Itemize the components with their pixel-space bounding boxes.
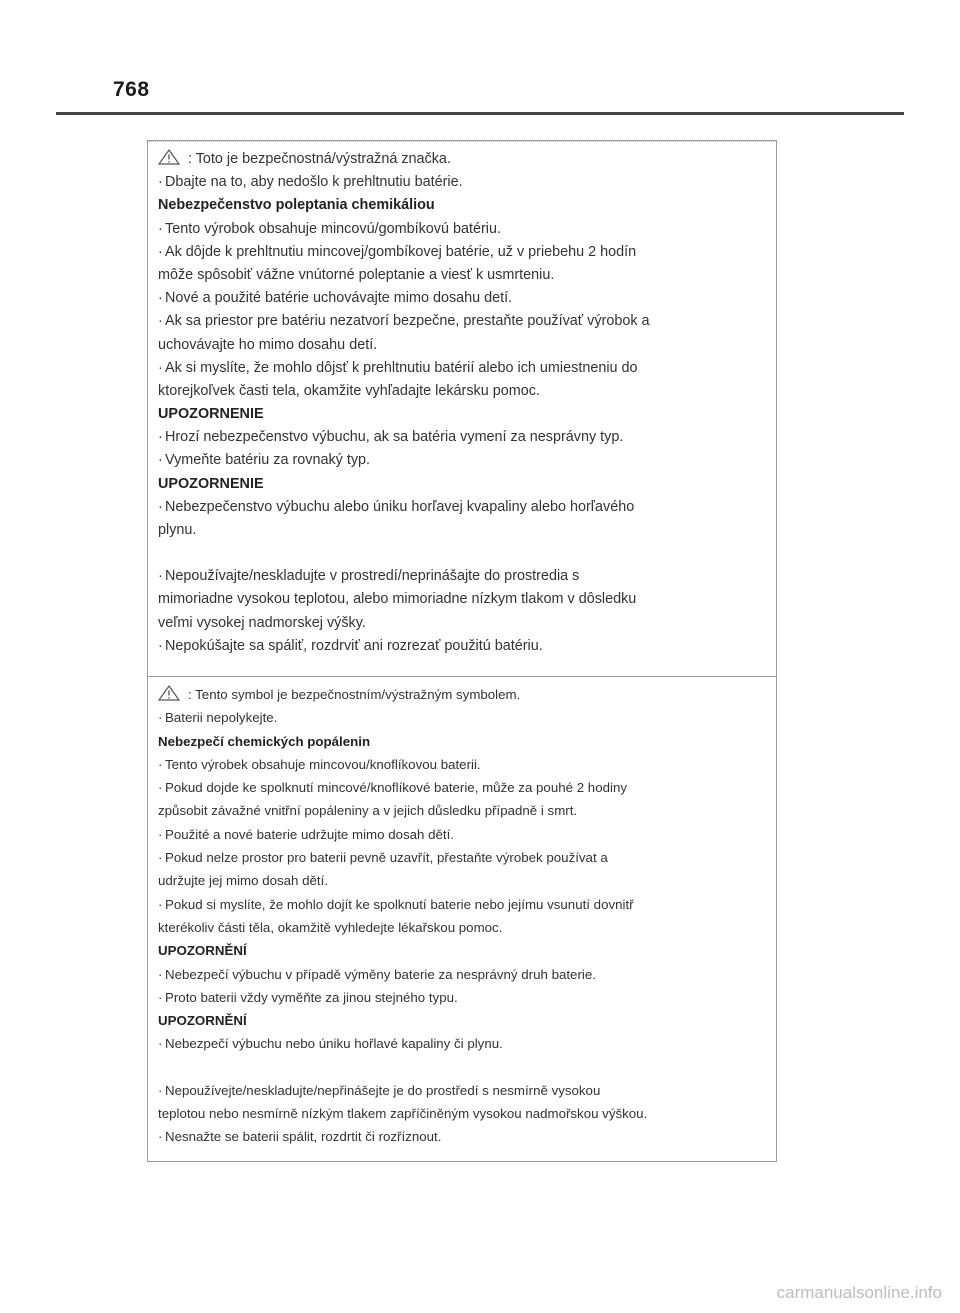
line-text: : Tento symbol je bezpečnostním/výstražným symbolem. — [188, 687, 521, 702]
bullet-item — [158, 449, 766, 472]
line-text: Nepokúšajte sa spáliť, rozdrviť ani rozrezať použitú batériu. — [165, 637, 543, 654]
section-heading — [158, 473, 766, 496]
bullet-dot: · — [158, 498, 163, 515]
continuation-line — [158, 588, 766, 611]
continuation-line — [158, 334, 766, 357]
bullet-item — [158, 1125, 766, 1148]
bullet-dot: · — [158, 637, 163, 654]
continuation-line — [158, 264, 766, 287]
bullet-dot: · — [158, 429, 163, 446]
section-heading — [158, 194, 766, 217]
bullet-item — [158, 357, 766, 380]
line-text: UPOZORNĚNÍ — [158, 1013, 247, 1029]
line-text: Dbajte na to, aby nedošlo k prehltnutiu batérie. — [165, 174, 463, 191]
bullet-item — [158, 963, 766, 986]
bullet-dot: · — [158, 568, 163, 585]
continuation-line — [158, 869, 766, 892]
line-text: plynu. — [158, 522, 197, 538]
line-text: veľmi vysokej nadmorskej výšky. — [158, 614, 366, 631]
bullet-item — [158, 496, 766, 519]
continuation-line — [158, 799, 766, 822]
line-text: Ak dôjde k prehltnutiu mincovej/gombíkovej batérie, už v priebehu 2 hodín — [165, 243, 637, 260]
line-text: Nebezpečí výbuchu v případě výměny baterie za nesprávný druh baterie. — [165, 966, 596, 982]
line-text: UPOZORNĚNÍ — [158, 943, 247, 959]
bullet-dot: · — [158, 359, 163, 376]
line-text: Pokud si myslíte, že mohlo dojít ke spolknutí baterie nebo jejímu vsunutí dovnitř — [165, 896, 634, 912]
line-text: udržujte jej mimo dosah dětí. — [158, 873, 328, 889]
watermark: carmanualsonline.info — [776, 1283, 942, 1302]
bullet-dot: · — [158, 313, 163, 330]
continuation-line — [158, 519, 766, 542]
bullet-dot: · — [158, 710, 163, 726]
battery-warning-box — [147, 140, 777, 1162]
bullet-dot: · — [158, 290, 163, 307]
line-text: Použité a nové baterie udržujte mimo dosah dětí. — [165, 826, 455, 842]
bullet-dot: · — [158, 896, 163, 912]
continuation-line — [158, 916, 766, 939]
line-text: způsobit závažné vnitřní popáleniny a v jejich důsledku případně i smrt. — [158, 803, 578, 819]
line-text: teplotou nebo nesmírně nízkým tlakem zapříčiněným vysokou nadmořskou výškou. — [158, 1106, 648, 1122]
continuation-line — [158, 1102, 766, 1125]
bullet-item — [158, 986, 766, 1009]
bullet-item — [158, 776, 766, 799]
line-text: Vymeňte batériu za rovnaký typ. — [165, 452, 371, 469]
line-text: UPOZORNENIE — [158, 406, 264, 423]
line-text: UPOZORNENIE — [158, 475, 264, 492]
warning-triangle-icon — [158, 149, 180, 165]
line-text: Nebezpečenstvo poleptania chemikáliou — [158, 197, 435, 214]
section-heading — [158, 1009, 766, 1032]
header-rule — [56, 112, 904, 115]
section-heading — [158, 403, 766, 426]
bullet-item — [158, 753, 766, 776]
czech-warning-section — [148, 676, 776, 1161]
line-text: Hrozí nebezpečenstvo výbuchu, ak sa batéria vymení za nesprávny typ. — [165, 429, 624, 446]
line-text: Nebezpečenstvo výbuchu alebo úniku horľavej kvapaliny alebo horľavého — [165, 498, 635, 515]
bullet-dot: · — [158, 1082, 163, 1098]
line-text: Nepoužívajte/neskladujte v prostredí/neprinášajte do prostredia s — [165, 568, 580, 585]
bullet-item — [158, 1079, 766, 1102]
section-heading — [158, 939, 766, 962]
line-text: Proto baterii vždy vyměňte za jinou stejného typu. — [165, 989, 458, 1005]
continuation-line — [158, 380, 766, 403]
bullet-item — [158, 426, 766, 449]
bullet-item — [158, 310, 766, 333]
bullet-dot: · — [158, 243, 163, 260]
line-text: Ak sa priestor pre batériu nezatvorí bezpečne, prestaňte používať výrobok a — [165, 313, 650, 330]
bullet-item — [158, 846, 766, 869]
bullet-dot: · — [158, 1036, 163, 1052]
symbol-note — [158, 683, 766, 706]
line-text: Nesnažte se baterii spálit, rozdrtit či rozříznout. — [165, 1129, 442, 1145]
bullet-item — [158, 893, 766, 916]
line-text: ktorejkoľvek časti tela, okamžite vyhľadajte lekársku pomoc. — [158, 382, 540, 399]
bullet-dot: · — [158, 220, 163, 237]
line-text: Nepoužívejte/neskladujte/nepřinášejte je do prostředí s nesmírně vysokou — [165, 1082, 601, 1098]
line-text: uchovávajte ho mimo dosahu detí. — [158, 336, 378, 353]
bullet-item — [158, 823, 766, 846]
warning-triangle-icon — [158, 685, 180, 701]
bullet-item — [158, 565, 766, 588]
bullet-item — [158, 171, 766, 194]
bullet-dot: · — [158, 989, 163, 1005]
bullet-dot: · — [158, 1129, 163, 1145]
slovak-warning-section — [148, 141, 776, 676]
bullet-dot: · — [158, 452, 163, 469]
line-text: môže spôsobiť vážne vnútorné poleptanie a viesť k usmrteniu. — [158, 266, 555, 283]
bullet-dot: · — [158, 780, 163, 796]
bullet-item — [158, 635, 766, 658]
line-text: Nové a použité batérie uchovávajte mimo dosahu detí. — [165, 290, 513, 307]
bullet-item — [158, 287, 766, 310]
line-text: kterékoliv části těla, okamžitě vyhledejte lékařskou pomoc. — [158, 919, 503, 935]
line-text: Ak si myslíte, že mohlo dôjsť k prehltnutiu batérií alebo ich umiestneniu do — [165, 359, 638, 376]
line-text: Nebezpečí chemických popálenin — [158, 733, 371, 749]
spacer — [158, 542, 766, 565]
line-text: Pokud dojde ke spolknutí mincové/knoflíkové baterie, může za pouhé 2 hodiny — [165, 780, 627, 796]
bullet-item — [158, 1032, 766, 1055]
bullet-dot: · — [158, 966, 163, 982]
line-text: Tento výrobek obsahuje mincovou/knoflíkovou baterii. — [165, 756, 481, 772]
bullet-dot: · — [158, 850, 163, 866]
section-heading — [158, 730, 766, 753]
page-number: 768 — [113, 78, 150, 101]
bullet-dot: · — [158, 756, 163, 772]
line-text: Pokud nelze prostor pro baterii pevně uzavřít, přestaňte výrobek používat a — [165, 850, 608, 866]
line-text: : Toto je bezpečnostná/výstražná značka. — [188, 151, 451, 167]
symbol-note — [158, 148, 766, 171]
line-text: Tento výrobok obsahuje mincovú/gombíkovú batériu. — [165, 220, 501, 237]
bullet-dot: · — [158, 826, 163, 842]
spacer — [158, 1056, 766, 1079]
bullet-item — [158, 218, 766, 241]
line-text: Baterii nepolykejte. — [165, 710, 278, 726]
continuation-line — [158, 612, 766, 635]
line-text: Nebezpečí výbuchu nebo úniku hořlavé kapaliny či plynu. — [165, 1036, 503, 1052]
bullet-dot: · — [158, 174, 163, 191]
bullet-item — [158, 706, 766, 729]
bullet-item — [158, 241, 766, 264]
line-text: mimoriadne vysokou teplotou, alebo mimoriadne nízkym tlakom v dôsledku — [158, 591, 637, 608]
